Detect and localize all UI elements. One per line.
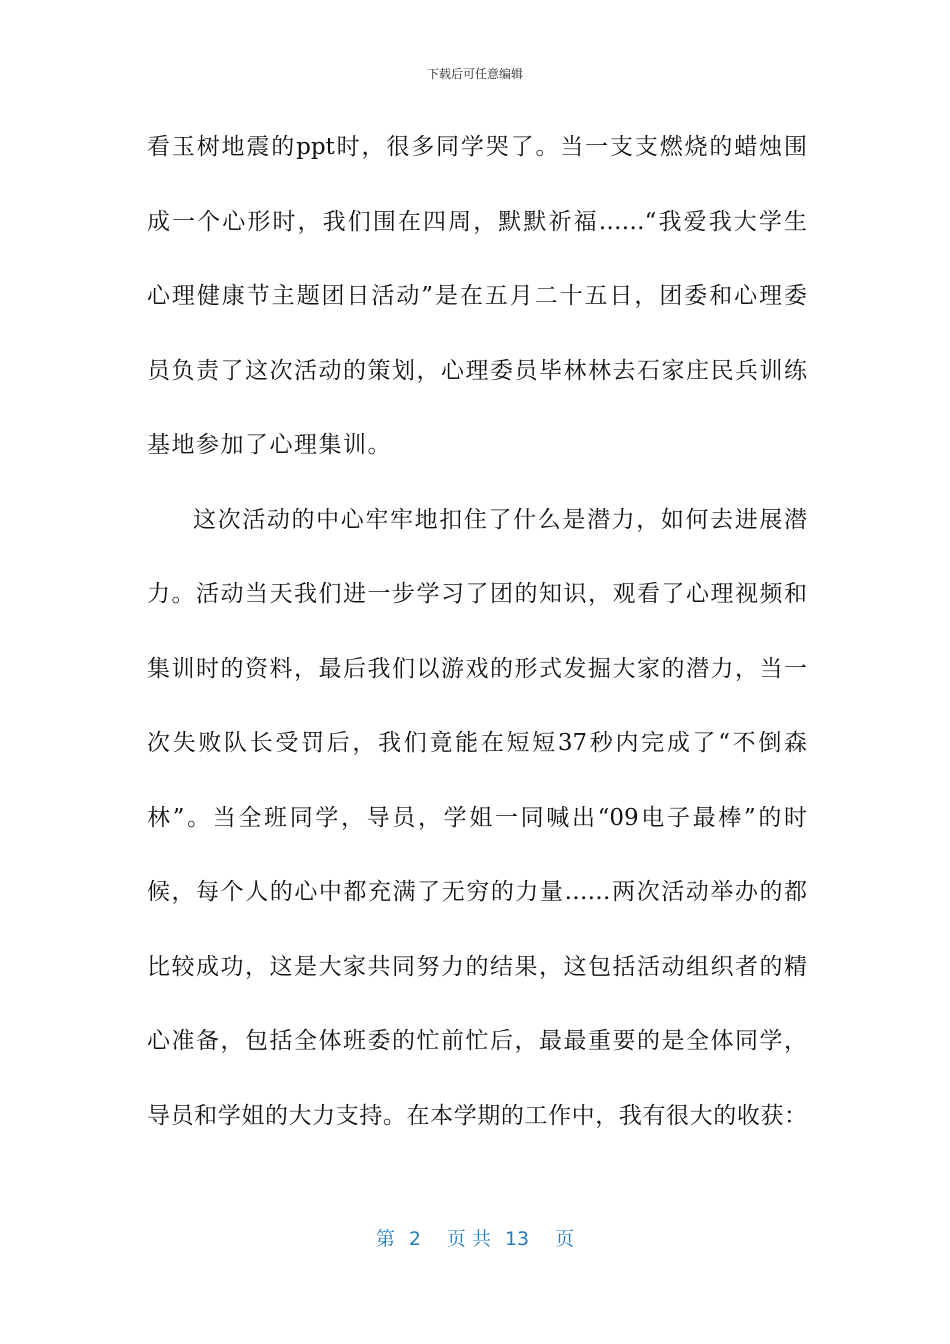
body-line: 比较成功，这是大家共同努力的结果，这包括活动组织者的精	[147, 953, 807, 980]
body-line: 力。活动当天我们进一步学习了团的知识，观看了心理视频和	[147, 581, 807, 607]
body-line: 候，每个人的心中都充满了无穷的力量……两次活动举办的都	[147, 879, 807, 905]
body-line: 心理健康节主题团日活动”是在五月二十五日，团委和心理委	[147, 283, 807, 309]
page-footer	[0, 1226, 950, 1252]
body-line: 次失败队长受罚后，我们竟能在短短37秒内完成了“不倒森	[147, 730, 807, 756]
body-line: 集训时的资料，最后我们以游戏的形式发掘大家的潜力，当一	[147, 655, 807, 682]
body-line: 导员和学姐的大力支持。在本学期的工作中，我有很大的收获：	[147, 1102, 807, 1129]
body-line: 心准备，包括全体班委的忙前忙后，最最重要的是全体同学，	[147, 1028, 807, 1054]
body-line: 林”。当全班同学，导员，学姐一同喊出“09电子最棒”的时	[147, 804, 807, 831]
body-line: 成一个心形时，我们围在四周，默默祈福……“我爱我大学生	[147, 208, 807, 235]
paragraph-start-line: 这次活动的中心牢牢地扣住了什么是潜力，如何去进展潜	[193, 506, 807, 533]
page-header: 下载后可任意编辑	[426, 67, 523, 81]
body-line: 看玉树地震的ppt时，很多同学哭了。当一支支燃烧的蜡烛围	[147, 134, 807, 160]
total-pages: 13	[504, 1228, 530, 1250]
page-number: 2	[408, 1228, 421, 1250]
document-body	[147, 122, 807, 1165]
of-label: 页 共	[446, 1228, 491, 1250]
page-label: 第	[375, 1228, 395, 1250]
body-line: 基地参加了心理集训。	[147, 432, 392, 458]
page-suffix: 页	[555, 1228, 575, 1250]
body-line: 员负责了这次活动的策划，心理委员毕林林去石家庄民兵训练	[147, 357, 807, 384]
